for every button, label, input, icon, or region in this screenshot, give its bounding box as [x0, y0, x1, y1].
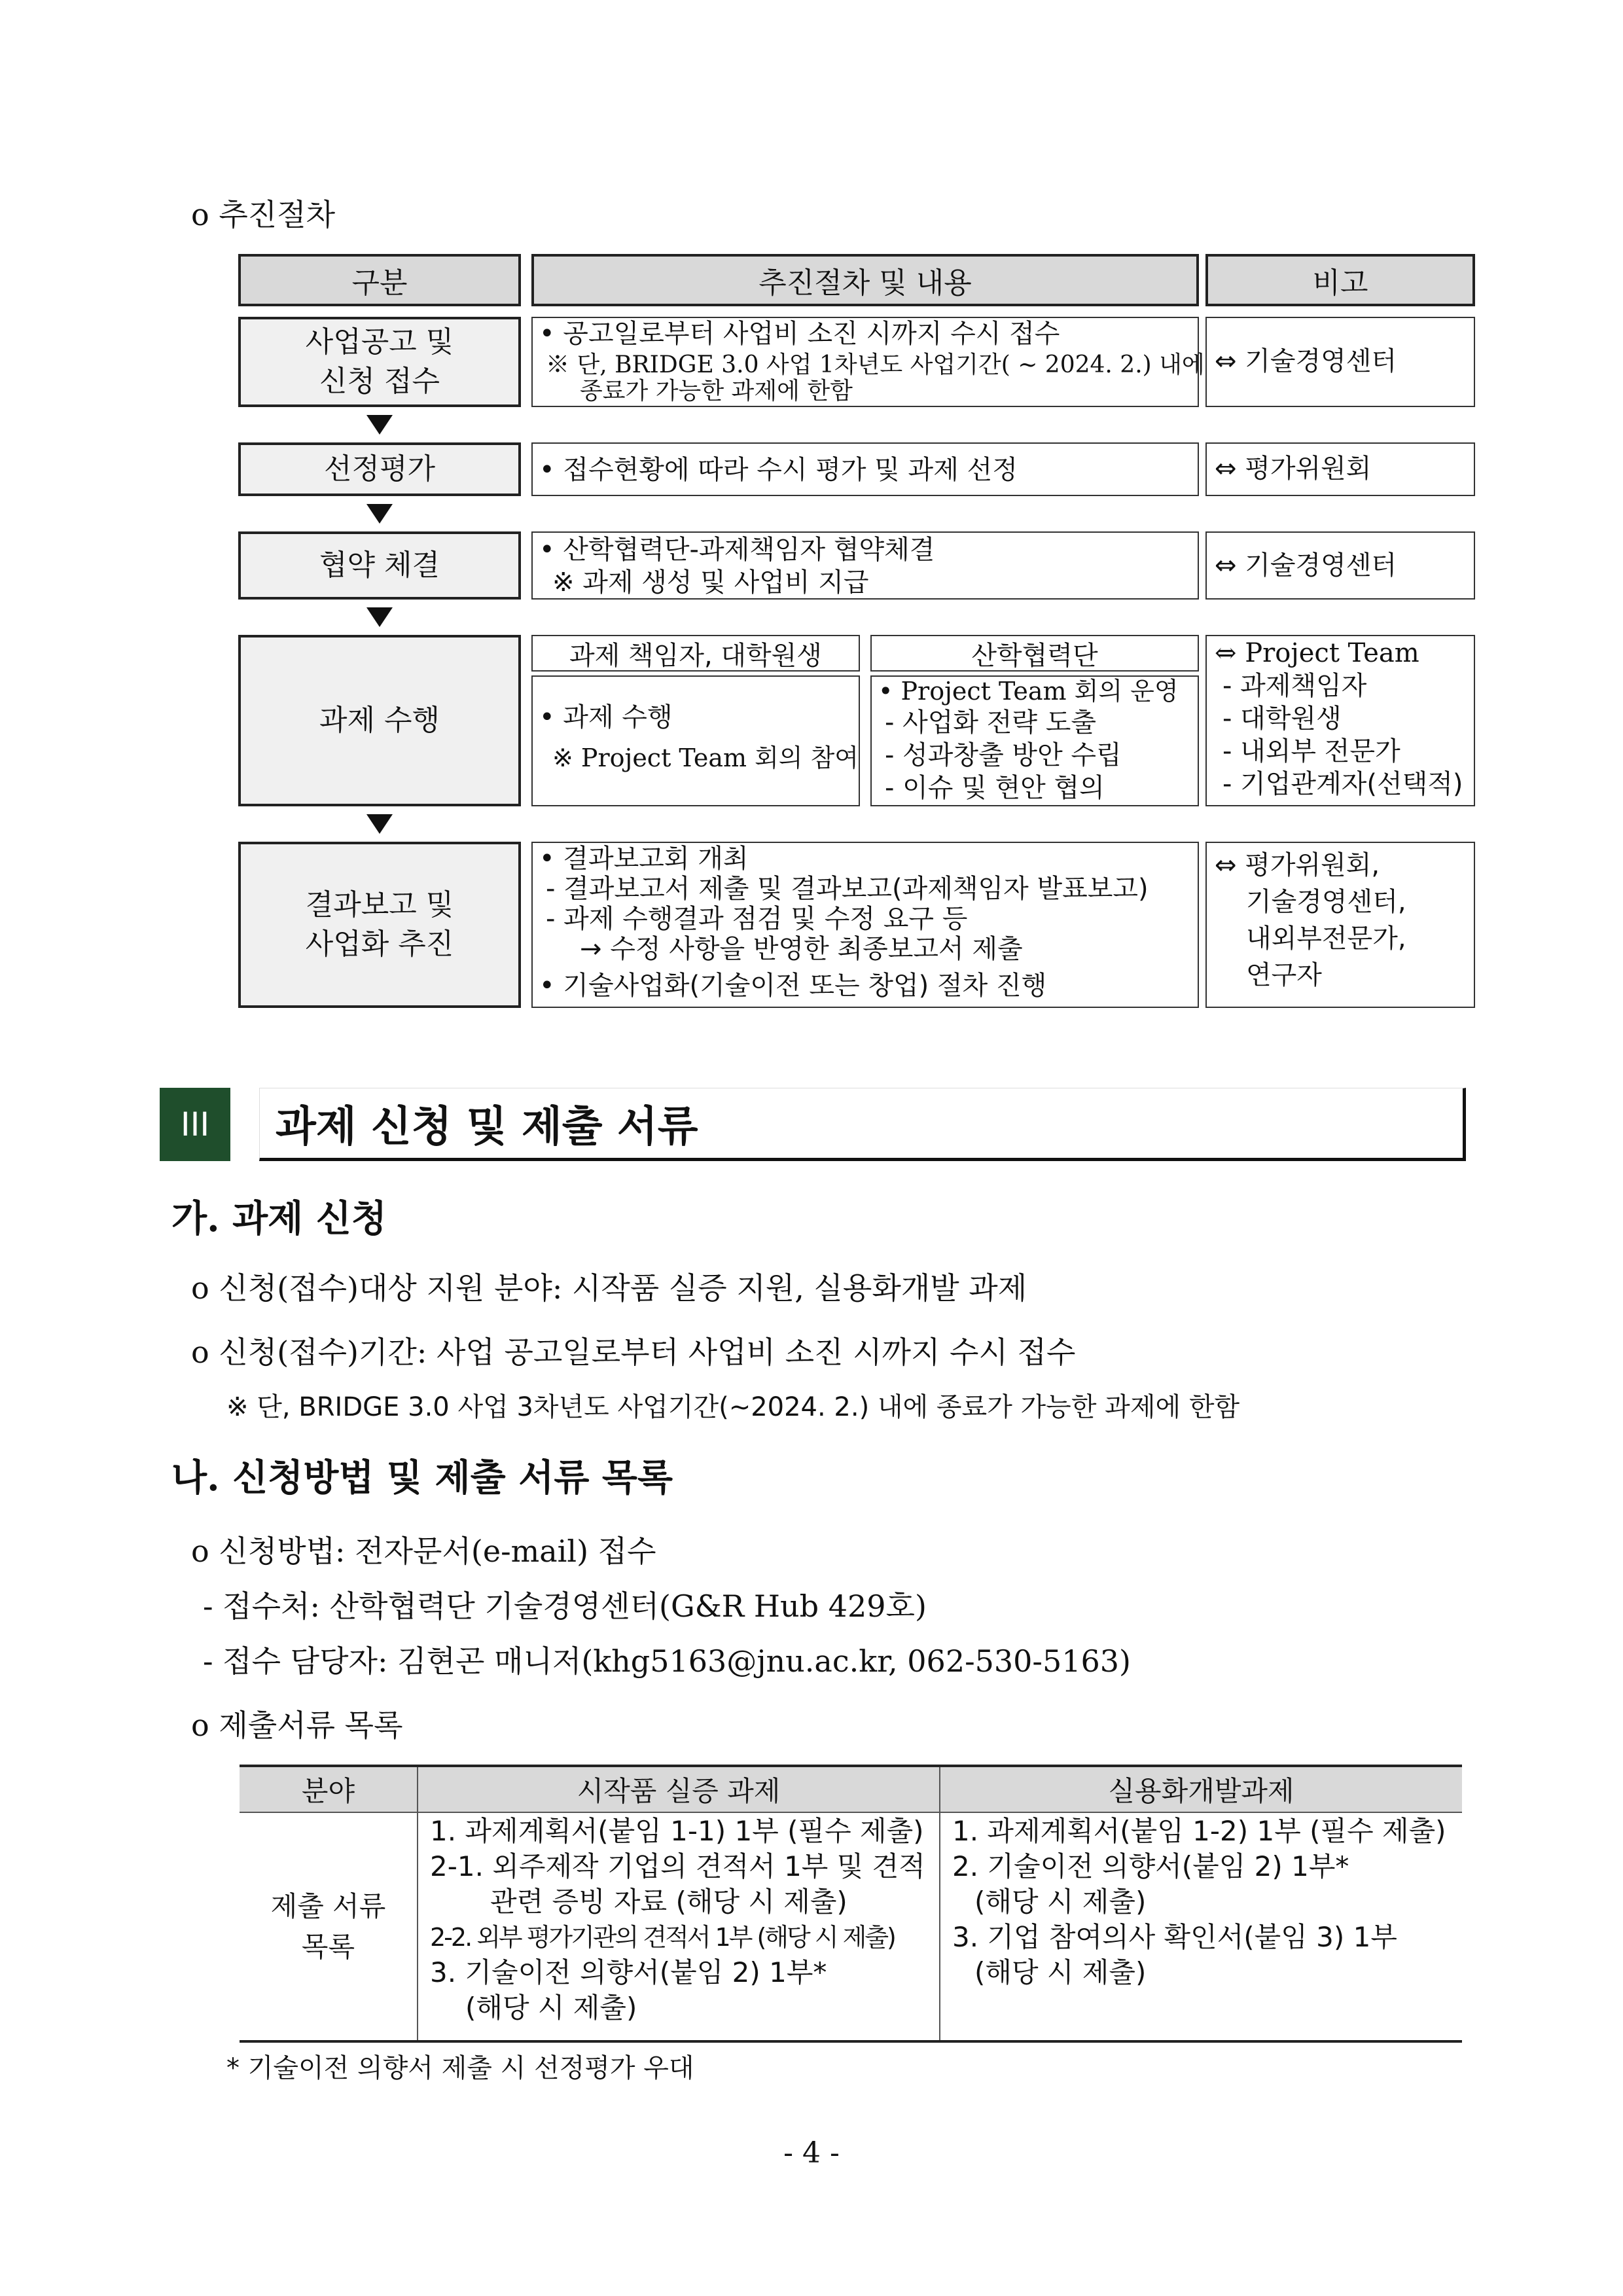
document-item: 2-1. 외주제작 기업의 견적서 1부 및 견적 [430, 1850, 925, 1882]
document-item: 1. 과제계획서(붙임 1-1) 1부 (필수 제출) [430, 1815, 924, 1847]
document-item: (해당 시 제출) [465, 1992, 637, 2024]
step-remark-line: - 기업관계자(선택적) [1222, 769, 1463, 799]
application-place-item: - 접수처: 산학협력단 기술경영센터(G&R Hub 429호) [203, 1588, 927, 1624]
document-list-heading: o 제출서류 목록 [191, 1708, 403, 1743]
document-item: (해당 시 제출) [974, 1956, 1147, 1988]
step-label-agreement: 협약 체결 [238, 531, 521, 600]
step-content-line: • 과제 수행 [539, 702, 673, 732]
step-remark-line: - 대학원생 [1222, 704, 1342, 734]
step-remark-line: ⇔ 기술경영센터 [1215, 550, 1397, 581]
step-content-line: - 사업화 전략 도출 [885, 708, 1097, 738]
step-remarks-agreement [1205, 531, 1475, 600]
step-label-evaluation: 선정평가 [238, 442, 521, 496]
flow-arrow-icon [366, 415, 393, 435]
step-remark-line: 연구자 [1246, 960, 1322, 990]
step-content-application [531, 317, 1205, 407]
section-title: 과제 신청 및 제출 서류 [276, 1103, 698, 1151]
document-item: (해당 시 제출) [974, 1886, 1147, 1918]
step-remarks-evaluation [1205, 442, 1475, 496]
step-remarks-report [1205, 842, 1475, 1008]
step-content-line: • 결과보고회 개최 [539, 844, 749, 874]
table-row [240, 1812, 1462, 2041]
step-label-report: 결과보고 및 사업화 추진 [238, 842, 521, 1008]
step-content-line: ※ 과제 생성 및 사업비 지급 [552, 567, 869, 598]
page-number: - 4 - [783, 2136, 840, 2170]
section-title-box [259, 1088, 1466, 1161]
document-item: 관련 증빙 자료 (해당 시 제출) [490, 1886, 847, 1918]
application-method-item: o 신청방법: 전자문서(e-mail) 접수 [191, 1534, 656, 1569]
row-label-line: 목록 [301, 1930, 355, 1963]
step-content-line: • 기술사업화(기술이전 또는 창업) 절차 진행 [539, 971, 1047, 1001]
step-remark-line: ⇔ 기술경영센터 [1215, 346, 1397, 376]
table-header-field: 분야 [240, 1766, 418, 1812]
flow-arrow-icon [366, 607, 393, 627]
flow-arrow-icon [366, 814, 393, 834]
step-content-line: ※ Project Team 회의 참여 [552, 744, 859, 772]
application-contact-item: - 접수 담당자: 김현곤 매니저(khg5163@jnu.ac.kr, 062-530-5163) [203, 1643, 1131, 1679]
document-item: 3. 기술이전 의향서(붙임 2) 1부* [430, 1956, 827, 1988]
step-remark-line: ⇔ 평가위원회, [1215, 850, 1380, 880]
submission-documents-table [240, 1765, 1462, 2043]
row-label-line: 제출 서류 [270, 1890, 386, 1922]
step-content-evaluation [531, 442, 1199, 496]
procedure-heading: o 추진절차 [191, 197, 336, 232]
step-remark-line: - 과제책임자 [1222, 671, 1367, 701]
step-remark-line: 기술경영센터, [1246, 887, 1406, 917]
procedure-header-content: 추진절차 및 내용 [531, 254, 1199, 306]
prototype-documents-cell [418, 1812, 940, 2041]
step-content-line: • Project Team 회의 운영 [878, 677, 1179, 706]
step-remarks-application [1205, 317, 1475, 407]
commercial-documents-cell [940, 1812, 1462, 2041]
table-footnote: * 기술이전 의향서 제출 시 선정평가 우대 [226, 2053, 694, 2083]
step-content-line: • 산학협력단-과제책임자 협약체결 [539, 535, 935, 565]
application-target-item: o 신청(접수)대상 지원 분야: 시작품 실증 지원, 실용화개발 과제 [191, 1270, 1027, 1306]
step-remark-line: - 내외부 전문가 [1222, 736, 1400, 766]
step-content-report [531, 842, 1199, 1008]
document-item: 2. 기술이전 의향서(붙임 2) 1부* [952, 1850, 1349, 1882]
step-remarks-execution [1205, 635, 1475, 806]
flow-arrow-icon [366, 504, 393, 524]
step-content-agreement [531, 531, 1199, 600]
step-content-line: → 수정 사항을 반영한 최종보고서 제출 [580, 934, 1023, 964]
step-label-application: 사업공고 및 신청 접수 [238, 317, 521, 407]
subsection-a-title: 가. 과제 신청 [171, 1197, 387, 1240]
step-remark-line: ⇔ Project Team [1215, 638, 1419, 668]
step-label-execution: 과제 수행 [238, 635, 521, 806]
procedure-header-remarks: 비고 [1205, 254, 1475, 306]
procedure-header-category: 구분 [238, 254, 521, 306]
subsection-b-title: 나. 신청방법 및 제출 서류 목록 [171, 1456, 673, 1499]
table-header-commercial: 실용화개발과제 [940, 1766, 1462, 1812]
document-item: 3. 기업 참여의사 확인서(붙임 3) 1부 [952, 1921, 1397, 1953]
step-content-line: • 접수현황에 따라 수시 평가 및 과제 선정 [539, 455, 1018, 485]
step-content-line: - 결과보고서 제출 및 결과보고(과제책임자 발표보고) [546, 874, 1149, 904]
table-header-row [240, 1766, 1462, 1812]
table-header-prototype: 시작품 실증 과제 [418, 1766, 940, 1812]
step-content-line: - 이슈 및 현안 협의 [885, 773, 1105, 803]
step-content-line: - 성과창출 방안 수립 [885, 740, 1122, 770]
table-row-label [240, 1812, 418, 2041]
step-content-note: 종료가 가능한 과제에 한함 [580, 378, 853, 404]
section-number-badge: III [160, 1088, 230, 1161]
document-item: 2-2. 외부 평가기관의 견적서 1부 (해당 시 제출) [430, 1923, 895, 1952]
step-remark-line: 내외부전문가, [1246, 924, 1406, 954]
step-remark-line: ⇔ 평가위원회 [1215, 454, 1372, 484]
application-period-item: o 신청(접수)기간: 사업 공고일로부터 사업비 소진 시까지 수시 접수 [191, 1335, 1076, 1370]
application-period-note: ※ 단, BRIDGE 3.0 사업 3차년도 사업기간(~2024. 2.) 내에 종료가 가능한 과제에 한함 [226, 1392, 1240, 1422]
execution-right-content [870, 675, 1199, 806]
step-content-note: ※ 단, BRIDGE 3.0 사업 1차년도 사업기간( ~ 2024. 2.) 내에 [546, 351, 1205, 378]
execution-left-header: 과제 책임자, 대학원생 [531, 635, 860, 672]
step-content-line: - 과제 수행결과 점검 및 수정 요구 등 [546, 904, 968, 934]
document-item: 1. 과제계획서(붙임 1-2) 1부 (필수 제출) [952, 1815, 1446, 1847]
step-content-line: • 공고일로부터 사업비 소진 시까지 수시 접수 [539, 319, 1060, 349]
execution-left-content [531, 675, 860, 806]
execution-right-header: 산학협력단 [870, 635, 1199, 672]
